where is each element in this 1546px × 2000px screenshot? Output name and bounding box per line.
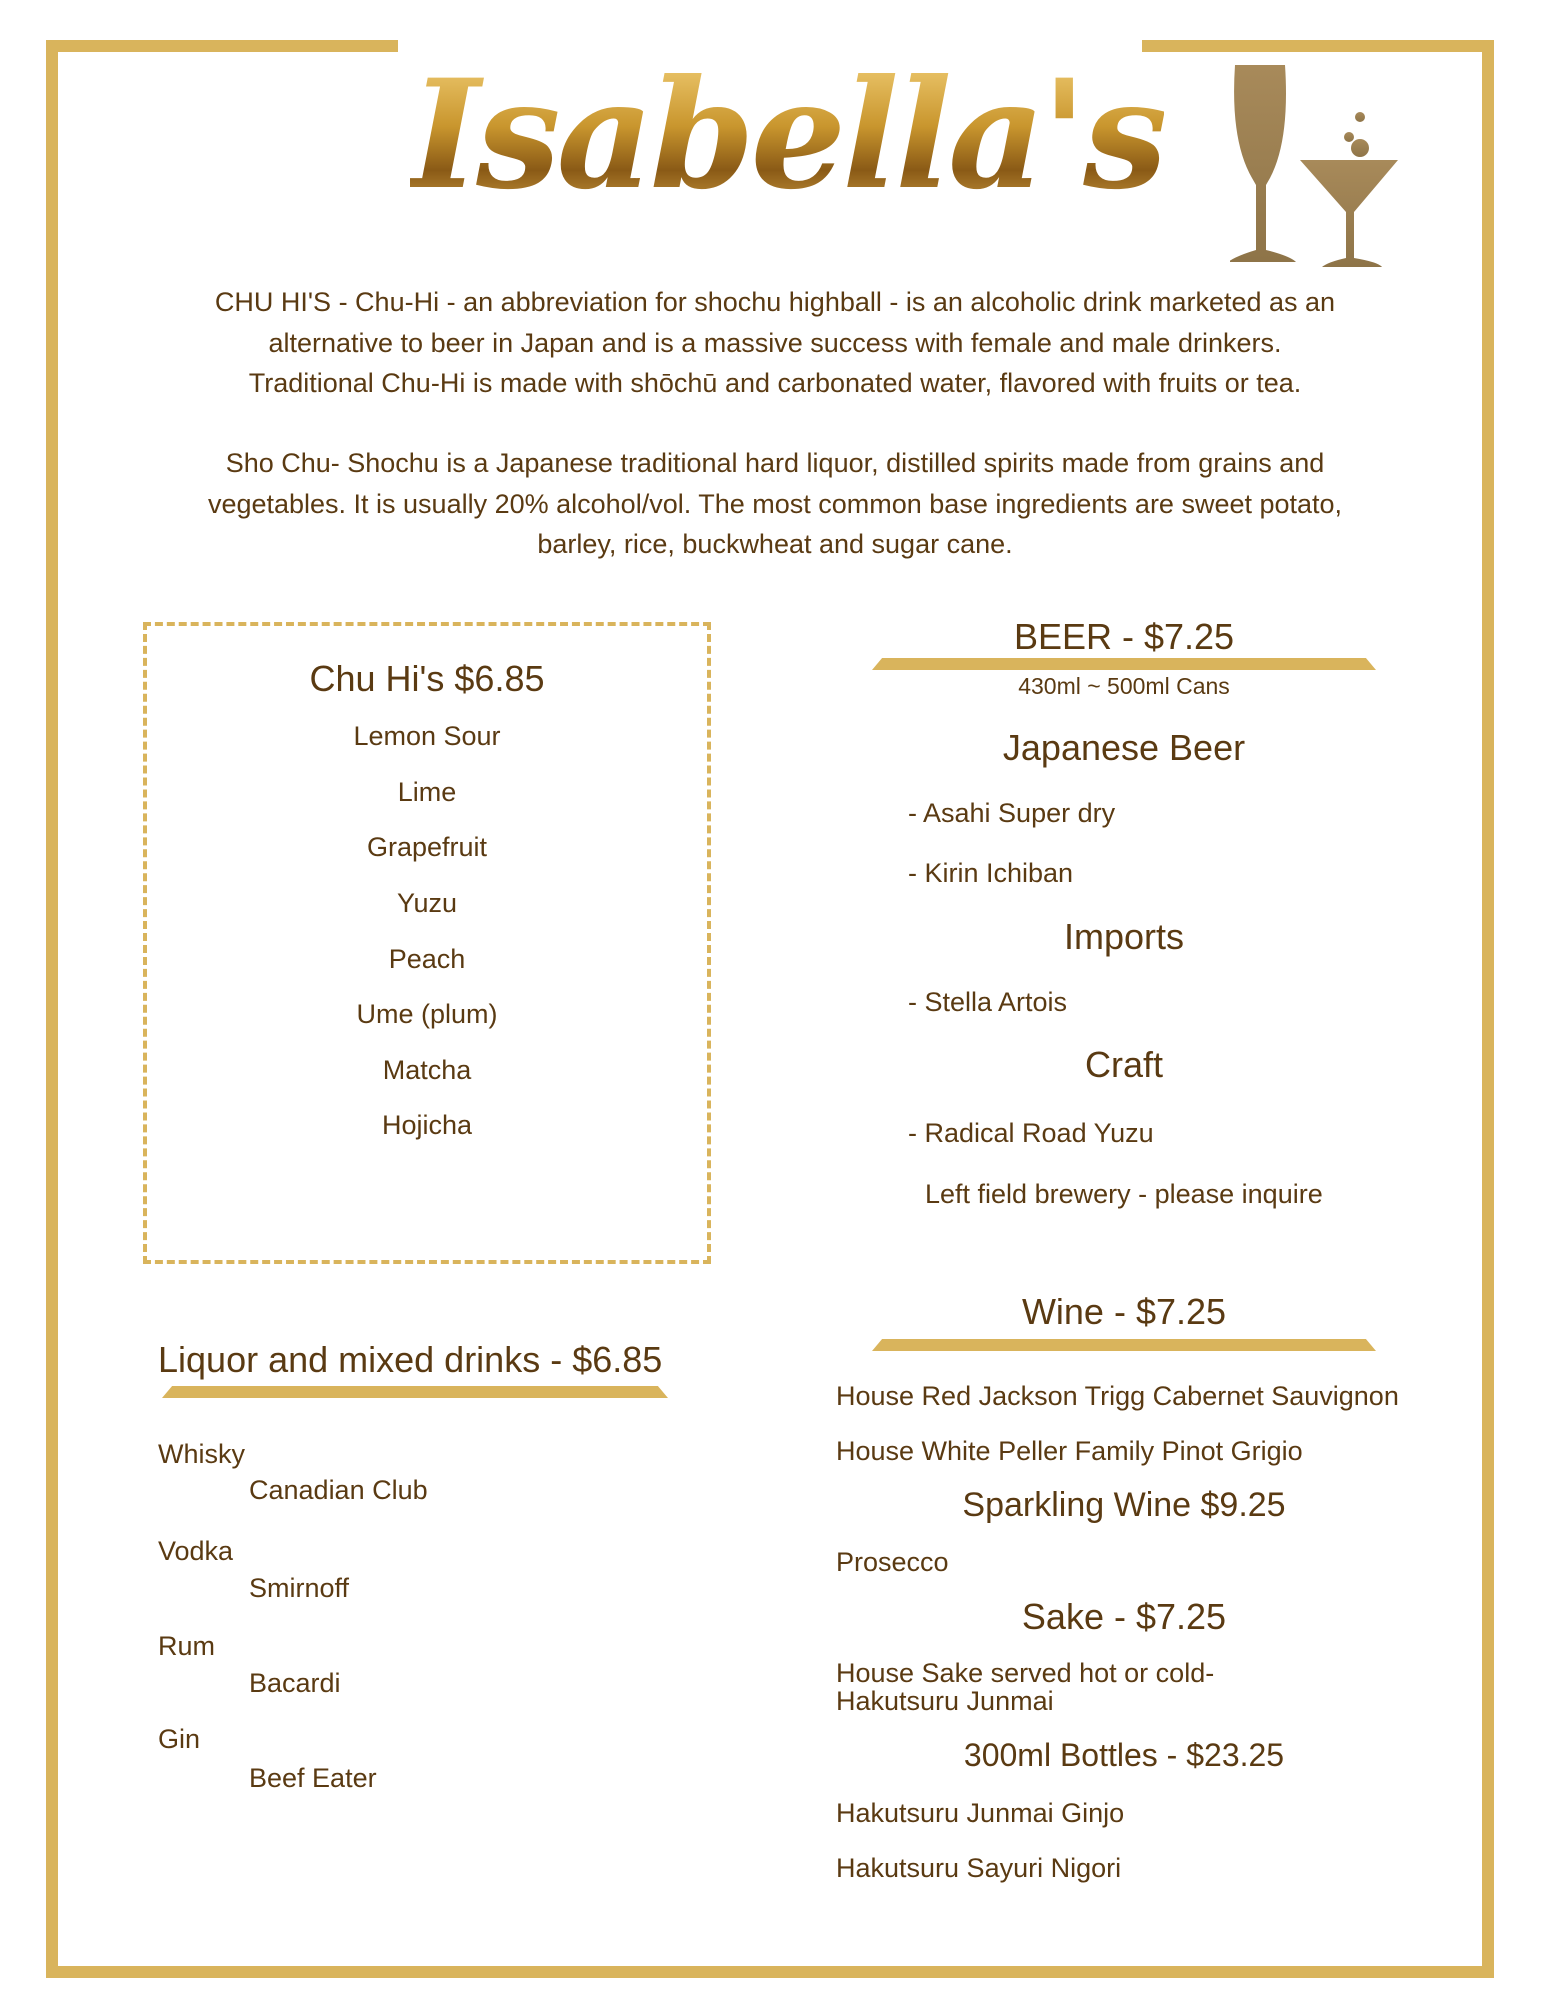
chuhi-item-lime: Lime (397, 777, 457, 807)
japanese-beer-title: Japanese Beer (1002, 727, 1246, 768)
beer-item-kirin: - Kirin Ichiban (908, 858, 1074, 888)
logo (410, 10, 1164, 260)
beer-title: BEER - $7.25 (1013, 616, 1235, 657)
intro-chuhi-line-3: Traditional Chu-Hi is made with shōchū and carbonated water, flavored with fruits or tea. (248, 368, 1302, 398)
liquor-brand-beef-eater: Beef Eater (249, 1763, 377, 1793)
wine-item-house-white: House White Peller Family Pinot Grigio (836, 1436, 1303, 1466)
intro-chuhi-line-2: alternative to beer in Japan and is a massive success with female and male drinkers. (268, 328, 1282, 358)
frame-right (1482, 40, 1494, 1978)
chuhi-item-peach: Peach (388, 944, 466, 974)
wine-item-house-red: House Red Jackson Trigg Cabernet Sauvignon (836, 1381, 1399, 1411)
beer-item-asahi: - Asahi Super dry (908, 798, 1116, 828)
chuhi-item-grapefruit: Grapefruit (366, 832, 488, 862)
wine-title: Wine - $7.25 (1021, 1291, 1227, 1332)
beer-item-radical-road: - Radical Road Yuzu (908, 1118, 1154, 1148)
sake-house-line-2: Hakutsuru Junmai (836, 1686, 1054, 1716)
beer-rule (872, 658, 1376, 670)
wine-rule (872, 1339, 1376, 1351)
frame-top-right (1142, 40, 1494, 52)
sake-bottle-nigori: Hakutsuru Sayuri Nigori (836, 1853, 1122, 1883)
chuhi-item-yuzu: Yuzu (396, 888, 458, 918)
liquor-rule (162, 1386, 668, 1398)
champagne-glass-icon (1230, 60, 1400, 275)
liquor-brand-bacardi: Bacardi (249, 1668, 341, 1698)
intro-shochu-line-3: barley, rice, buckwheat and sugar cane. (537, 529, 1013, 559)
chuhi-item-lemon-sour: Lemon Sour (353, 721, 501, 751)
wine-item-prosecco: Prosecco (836, 1547, 949, 1577)
chuhi-item-matcha: Matcha (382, 1055, 472, 1085)
chuhi-box (143, 622, 711, 1264)
sake-title: Sake - $7.25 (1021, 1596, 1227, 1637)
liquor-brand-canadian-club: Canadian Club (249, 1475, 428, 1505)
liquor-brand-smirnoff: Smirnoff (249, 1573, 350, 1603)
beer-subtitle: 430ml ~ 500ml Cans (1018, 673, 1230, 699)
sake-house-line-1: House Sake served hot or cold- (836, 1658, 1215, 1688)
frame-top-left (46, 40, 398, 52)
craft-title: Craft (1084, 1044, 1163, 1085)
sake-bottle-ginjo: Hakutsuru Junmai Ginjo (836, 1798, 1125, 1828)
frame-left (46, 40, 58, 1978)
liquor-type-vodka: Vodka (158, 1536, 234, 1566)
chuhi-item-ume: Ume (plum) (356, 999, 498, 1029)
intro-shochu-line-1: Sho Chu- Shochu is a Japanese traditional hard liquor, distilled spirits made from grains and (225, 448, 1325, 478)
intro-chuhi-line-1: CHU HI'S - Chu-Hi - an abbreviation for shochu highball - is an alcoholic drink marketed as an (214, 287, 1336, 317)
intro-shochu-line-2: vegetables. It is usually 20% alcohol/vol. The most common base ingredients are sweet potato, (207, 489, 1343, 519)
beer-item-stella: - Stella Artois (908, 987, 1068, 1017)
chuhi-title: Chu Hi's $6.85 (309, 658, 545, 699)
frame-bottom (46, 1966, 1494, 1978)
beer-item-left-field: Left field brewery - please inquire (925, 1179, 1323, 1209)
imports-title: Imports (1063, 916, 1185, 957)
sparkling-wine-title: Sparkling Wine $9.25 (962, 1486, 1286, 1524)
liquor-title: Liquor and mixed drinks - $6.85 (158, 1339, 663, 1380)
liquor-type-rum: Rum (158, 1631, 216, 1661)
liquor-type-gin: Gin (158, 1724, 201, 1754)
sake-bottles-title: 300ml Bottles - $23.25 (963, 1737, 1285, 1773)
liquor-type-whisky: Whisky (158, 1439, 245, 1469)
logo-text: Isabella's (410, 47, 1164, 223)
chuhi-item-hojicha: Hojicha (381, 1110, 473, 1140)
